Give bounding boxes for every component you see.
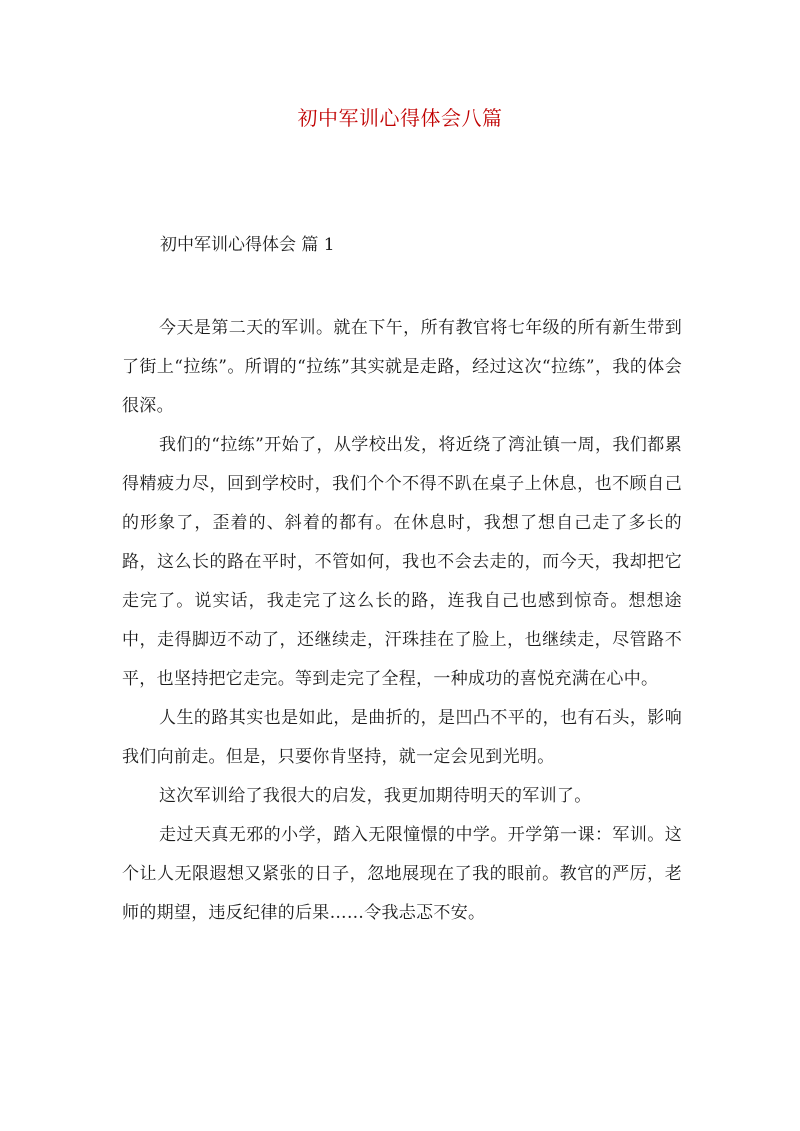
section-heading: 初中军训心得体会 篇 1 (160, 235, 335, 255)
paragraph: 走过天真无邪的小学，踏入无限憧憬的中学。开学第一课：军训。这个让人无限遐想又紧张的日子，忽地展现在了我的眼前。教官的严厉，老师的期望，违反纪律的后果……令我忐忑不安。 (122, 825, 682, 923)
paragraph: 人生的路其实也是如此，是曲折的，是凹凸不平的，也有石头，影响我们向前走。但是，只要你肯坚持，就一定会见到光明。 (122, 708, 682, 767)
paragraph: 这次军训给了我很大的启发，我更加期待明天的军训了。 (159, 786, 592, 806)
paragraph: 我们的“拉练”开始了，从学校出发，将近绕了湾沚镇一周，我们都累得精疲力尽，回到学校时，我们个个不得不趴在桌子上休息，也不顾自己的形象了，歪着的、斜着的都有。在休息时，我想了想自己走了多长的路，这么长的路在平时，不管如何，我也不会去走的，而今天，我却把它走完了。说实话，我走完了这么长的路，连我自己也感到惊奇。想想途中，走得脚迈不动了，还继续走，汗珠挂在了脸上，也继续走，尽管路不平，也坚持把它走完。等到走完了全程，一种成功的喜悦充满在心中。 (122, 435, 682, 689)
document-title: 初中军训心得体会八篇 (297, 106, 503, 130)
paragraph: 今天是第二天的军训。就在下午，所有教官将七年级的所有新生带到了街上“拉练”。所谓的“拉练”其实就是走路，经过这次“拉练”，我的体会很深。 (122, 318, 682, 416)
body-text (122, 309, 682, 933)
